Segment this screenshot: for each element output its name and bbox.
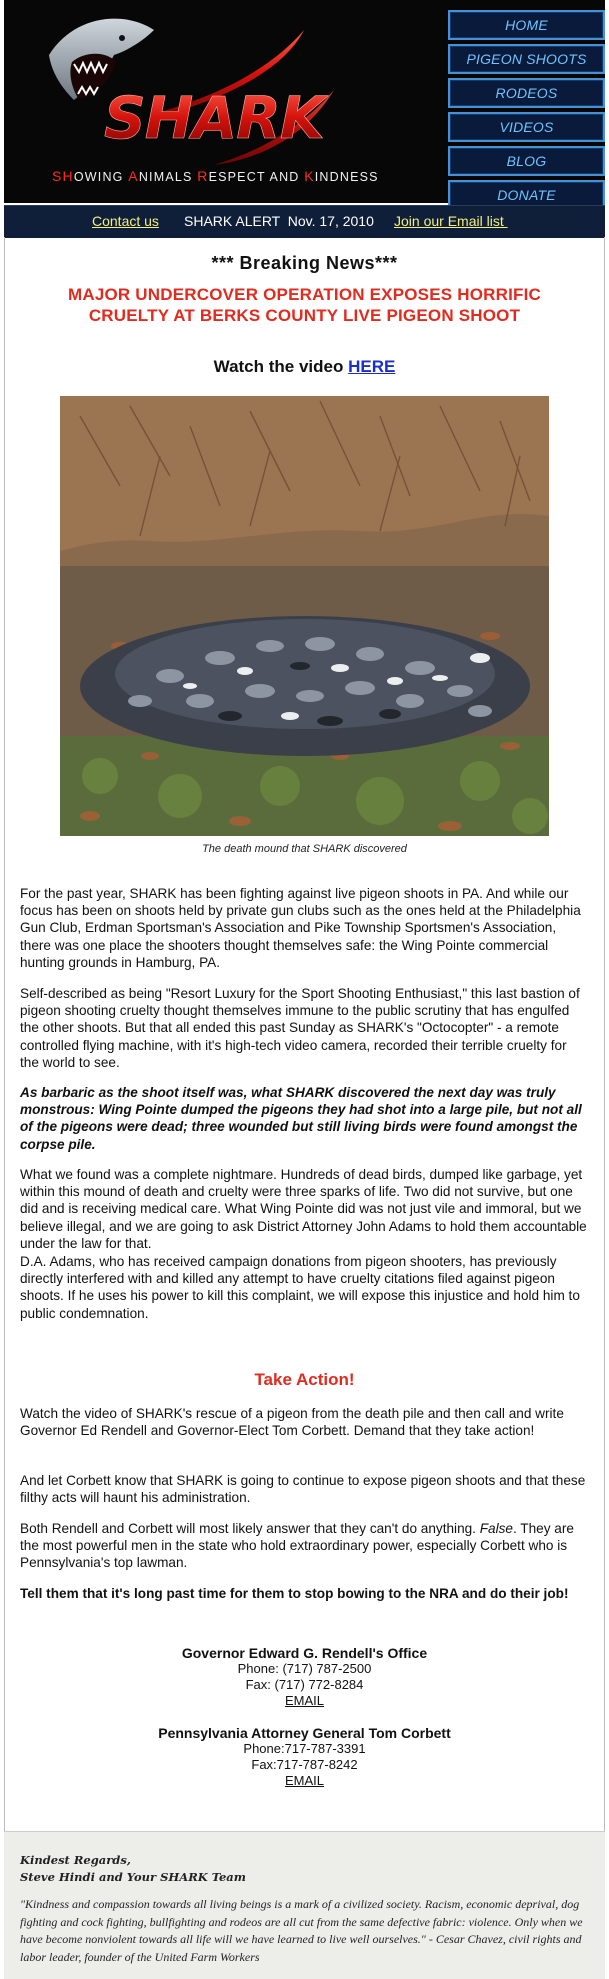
sign-off bbox=[20, 1852, 246, 1886]
nav-donate-button[interactable]: DONATE bbox=[448, 180, 605, 210]
article-paragraph-8 bbox=[20, 1520, 588, 1572]
contact-us-link[interactable]: Contact us bbox=[92, 213, 159, 229]
nav-videos-button[interactable]: VIDEOS bbox=[448, 112, 605, 142]
contact-rendell bbox=[0, 1645, 609, 1708]
article-paragraph-1: For the past year, SHARK has been fighting against live pigeon shoots in PA. And while our focus has been on shoots held by private gun clubs such as the ones held at the Philadelphia Gun Club, Erdman Sportsman's Association and Pike Township Sportsmen's Association, there was one place the shooters thought themselves safe: the Wing Pointe commercial hunting grounds in Hamburg, PA. bbox=[20, 886, 581, 970]
paragraph-8-part-1: Both Rendell and Corbett will most likely answer that they can't do anything. bbox=[20, 1521, 480, 1536]
headline-line-2: CRUELTY AT BERKS COUNTY LIVE PIGEON SHOOT bbox=[88, 306, 521, 325]
article-headline bbox=[0, 284, 609, 326]
article-paragraph-5: D.A. Adams, who has received campaign donations from pigeon shooters, has previously directly interfered with and killed any attempt to have cruelty citations filed against pigeon shoots. If he uses his power to kill this complaint, we will expose this injustice and hold him to public condemnation. bbox=[20, 1254, 580, 1321]
join-email-list-link[interactable]: Join our Email list bbox=[394, 213, 508, 229]
cesar-chavez-quote: "Kindness and compassion towards all living beings is a mark of a civilized society. Racism, economic deprival, dog fighting and cock fighting, bullfighting and rodeos are all cut from the same defective fabric: violence. Only when we have become nonviolent towards all life will we have learned to live well ourselves." - Cesar Chavez, civil rights and labor leader, founder of the United Farm Workers bbox=[20, 1897, 583, 1964]
contact-corbett bbox=[0, 1725, 609, 1788]
logo-tagline: SHOWING ANIMALS RESPECT AND KINDNESS bbox=[52, 168, 379, 184]
contact-phone: Phone:717-787-3391 bbox=[243, 1741, 366, 1756]
nav-pigeon-shoots-button[interactable]: PIGEON SHOOTS bbox=[448, 44, 605, 74]
paragraph-8-false: False bbox=[479, 1521, 513, 1536]
contact-email-link[interactable]: EMAIL bbox=[284, 1693, 324, 1708]
nav-rodeos-button[interactable]: RODEOS bbox=[448, 78, 605, 108]
article-paragraph-2: Self-described as being "Resort Luxury for the Sport Shooting Enthusiast," this last bastion of pigeon shooting cruelty thought themselves immune to the public scrutiny that has engulfed the other shoots. But that all ended this past Sunday as SHARK's "Octocopter" - a remote controlled flying machine, with it's high-tech video camera, recorded their terrible cruelty for the world to see. bbox=[20, 986, 580, 1070]
article-call-to-action: Tell them that it's long past time for them to stop bowing to the NRA and do their job! bbox=[20, 1586, 569, 1601]
article-paragraph-3: As barbaric as the shoot itself was, what SHARK discovered the next day was truly monstrous: Wing Pointe dumped the pigeons they had shot into a large pile, but not all of the pigeons were dead; three wounded but still living birds were found amongst the corpse pile. bbox=[20, 1085, 582, 1152]
shark-wordmark: SHARK bbox=[104, 84, 324, 152]
contact-name: Pennsylvania Attorney General Tom Corbett bbox=[158, 1725, 451, 1741]
contact-name: Governor Edward G. Rendell's Office bbox=[181, 1645, 428, 1661]
contact-phone: Phone: (717) 787-2500 bbox=[237, 1661, 372, 1676]
nav-blog-button[interactable]: BLOG bbox=[448, 146, 605, 176]
alert-bar bbox=[4, 205, 605, 238]
watch-video-here-link[interactable]: HERE bbox=[348, 357, 396, 376]
sign-off-names: Steve Hindi and Your SHARK Team bbox=[20, 1870, 246, 1884]
alert-date-text: SHARK ALERT Nov. 17, 2010 bbox=[184, 213, 374, 229]
breaking-news-heading: *** Breaking News*** bbox=[211, 253, 398, 273]
contact-fax: Fax: (717) 772-8284 bbox=[245, 1677, 364, 1692]
photo-caption: The death mound that SHARK discovered bbox=[202, 843, 407, 855]
article-paragraph-7: And let Corbett know that SHARK is going to continue to expose pigeon shoots and that these filthy acts will haunt his administration. bbox=[20, 1473, 586, 1506]
shark-logo[interactable] bbox=[4, 0, 444, 203]
site-header bbox=[4, 0, 605, 203]
article-paragraph-4: What we found was a complete nightmare. Hundreds of dead birds, dumped like garbage, yet within this mound of death and cruelty were three sparks of life. Two did not survive, but one did and is receiving medical care. What Wing Pointe did was not just vile and immoral, but we believe illegal, and we are going to ask District Attorney John Adams to hold them accountable under the law for that. bbox=[20, 1167, 587, 1251]
main-nav bbox=[448, 10, 605, 214]
paragraph-8-part-2: . They are the most powerful men in the state who hold extraordinary power, especially Corbett who is Pennsylvania's top lawman. bbox=[20, 1521, 574, 1571]
headline-line-1: MAJOR UNDERCOVER OPERATION EXPOSES HORRIFIC bbox=[67, 285, 541, 304]
nav-home-button[interactable]: HOME bbox=[448, 10, 605, 40]
contact-email-link[interactable]: EMAIL bbox=[284, 1773, 324, 1788]
article-paragraph-6: Watch the video of SHARK's rescue of a pigeon from the death pile and then call and write Governor Ed Rendell and Governor-Elect Tom Corbett. Demand that they take action! bbox=[20, 1406, 564, 1439]
take-action-heading: Take Action! bbox=[254, 1370, 355, 1389]
page-footer bbox=[4, 1831, 605, 1979]
contact-fax: Fax:717-787-8242 bbox=[251, 1757, 358, 1772]
sign-off-greeting: Kindest Regards, bbox=[20, 1853, 131, 1867]
watch-video-line bbox=[0, 357, 609, 377]
death-mound-photo bbox=[60, 396, 549, 836]
watch-video-label: Watch the video bbox=[213, 357, 349, 376]
